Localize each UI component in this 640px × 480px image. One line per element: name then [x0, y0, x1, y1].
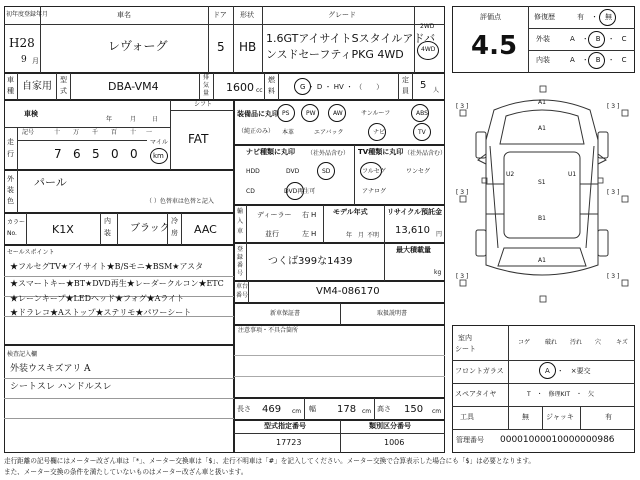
capacity-value: 5 [420, 80, 427, 91]
notes-label: 注意事項・不具合箇所 [238, 327, 299, 334]
equipment-item: ナビ [373, 129, 386, 136]
diagram-bracket-6: [ 3 ] [607, 273, 620, 280]
displacement-label: 排 [203, 74, 210, 81]
car-damage-diagram [452, 80, 635, 320]
recycle-value: 13,610 [395, 225, 430, 236]
inspection-month: 月 [130, 116, 137, 123]
windshield-options: A ・ ×要交 [545, 367, 591, 375]
displacement-label-3: 量 [203, 90, 210, 97]
equipment-circle [413, 123, 431, 141]
model-year-unknown: 不明 [367, 232, 380, 239]
exterior-color-note: （ ）色替車は色替と記入 [146, 198, 214, 205]
width-value: 178 [337, 404, 357, 415]
equipment-label: 装備品に丸印 [237, 110, 279, 118]
tv-label: TV種類に丸印 [358, 148, 404, 156]
notes-block [234, 325, 445, 398]
mileage-header: 十 [130, 129, 137, 136]
displacement-value: 1600 [226, 81, 254, 94]
diagram-label-s1: S1 [538, 179, 546, 186]
chassis-value: VM4-086170 [316, 286, 380, 297]
shift-label: シフト [194, 101, 213, 108]
exterior-color-value: パール [34, 176, 67, 189]
diagram-label-a1-rear: A1 [538, 257, 546, 264]
diagram-label-u2: U2 [506, 171, 515, 178]
inspection-label: 車検 [24, 110, 38, 118]
inspector-report-block [4, 345, 234, 453]
model-year-label: モデル年式 [333, 208, 368, 216]
reg-month: 9 [21, 55, 27, 65]
navi-item: DVD再生可 [284, 188, 316, 195]
exterior-color-label-2: 装 [7, 186, 14, 194]
body-type-value: HB [239, 40, 257, 54]
doors-label: ドア [213, 11, 227, 19]
exterior-eval-options: A ・ B ・ C [570, 35, 627, 43]
equipment-sub: （純正のみ） [238, 128, 275, 135]
repair-selected-circle [599, 9, 616, 26]
type-number-label: 型式指定番号 [264, 422, 306, 430]
equipment-item: 本革 [282, 129, 295, 136]
spare-tire-options: T ・ 修理KIT ・ 欠 [527, 391, 595, 398]
inspector-report-label: 検査記入欄 [7, 351, 38, 358]
equipment-circle [368, 123, 386, 141]
recycle-label: リサイクル預託金 [387, 208, 443, 216]
ac-value: AAC [194, 223, 217, 236]
interior-seat-item: コゲ [518, 339, 531, 346]
mileage-digit: 6 [73, 147, 81, 161]
condition-table [452, 325, 635, 453]
tools-value: 無 [522, 413, 529, 421]
exterior-color-label-3: 色 [7, 197, 14, 205]
navi-label: ナビ種類に丸印 [246, 148, 295, 156]
fuel-selected-circle [294, 78, 311, 95]
interior-seat-label-2: シート [455, 345, 476, 353]
import-label: 輸 [237, 208, 244, 215]
interior-eval-label: 内装 [536, 56, 550, 64]
doors-value: 5 [217, 40, 225, 54]
registration-label-4: 号 [237, 270, 244, 277]
repair-options: 有 ・ 無 [577, 13, 612, 21]
mileage-km-circle [150, 148, 168, 164]
interior-eval-options: A ・ B ・ C [570, 56, 627, 64]
mileage-digit: 0 [111, 147, 119, 161]
equipment-item: AW [333, 110, 343, 117]
registration-value: つくば399な1439 [268, 256, 353, 267]
equipment-circle [277, 104, 295, 122]
footer-note-2: また、メーター交換の条件を満たしていないものはメーター改ざん車と扱います。 [4, 468, 248, 476]
inspection-day: 日 [152, 116, 159, 123]
interior-color-label: 内 [104, 217, 111, 225]
fuel-options: G ・ D ・ HV ・ （ ） [300, 83, 384, 91]
class-label: 車 [7, 76, 14, 84]
mileage-header: 千 [92, 129, 99, 136]
interior-seat-item: 汚れ [570, 339, 583, 346]
interior-seat-label: 室内 [458, 334, 472, 342]
interior-color-label-2: 装 [104, 229, 111, 237]
color-code-value: K1X [52, 223, 74, 236]
fuel-label-2: 料 [268, 87, 275, 95]
tv-sub: （社外品含む） [404, 150, 447, 157]
equipment-item: TV [418, 129, 426, 136]
mileage-unit-mile: マイル [150, 139, 168, 146]
height-value: 150 [404, 404, 424, 415]
height-unit: cm [432, 408, 442, 415]
sales-line-3: ★レーンキープ★LEDヘッド★フォグ★Aライト [10, 294, 185, 303]
interior-eval-circle [588, 52, 605, 69]
ac-label: 冷 [171, 217, 178, 225]
import-parallel: 並行 [265, 230, 279, 238]
max-load-unit: kg [434, 269, 442, 276]
capacity-label-2: 員 [402, 87, 409, 95]
equipment-circle [301, 104, 319, 122]
mileage-label: 走 [7, 138, 14, 146]
tv-item: フルセグ [362, 168, 386, 175]
registration-label-2: 録 [237, 254, 244, 261]
management-label: 管理番号 [456, 436, 484, 444]
mileage-digit: 7 [54, 147, 62, 161]
category-number-label: 類別区分番号 [369, 422, 411, 430]
length-unit: cm [292, 408, 302, 415]
mileage-header: 記号 [22, 129, 35, 136]
jack-value: 有 [605, 413, 612, 421]
sales-points-label: セールスポイント [7, 249, 55, 256]
drive-4wd-label: 4WD [421, 46, 436, 53]
navi-sub: （社外品含む） [307, 150, 350, 157]
model-code-label-2: 式 [60, 87, 67, 95]
score-value: 4.5 [471, 31, 518, 61]
displacement-label-2: 気 [203, 82, 210, 89]
inspection-year: 年 [106, 116, 113, 123]
color-code-label: カラー [7, 219, 26, 226]
recycle-unit: 円 [436, 231, 443, 238]
model-code-label: 型 [60, 76, 67, 84]
diagram-bracket-2: [ 3 ] [607, 103, 620, 110]
navi-item: HDD [246, 168, 260, 175]
capacity-label: 定 [402, 76, 409, 84]
inspector-line-2: シートスレ ハンドルスレ [10, 382, 112, 392]
type-number-value: 17723 [276, 438, 302, 447]
mileage-header: 十 [54, 129, 61, 136]
category-number-value: 1006 [384, 438, 405, 447]
footer-note-1: 走行距離の記号欄にはメーター改ざん車は「*」、メーター交換車は「$」、走行不明車は「#」を記入してください。メーター交換で合算表示した場合にも「$」は必要となります。 [4, 457, 535, 465]
class-label-2: 種 [7, 87, 14, 95]
mileage-header: 百 [111, 129, 118, 136]
mileage-digit: 0 [130, 147, 138, 161]
color-code-label-2: No. [7, 230, 17, 237]
jack-label: ジャッキ [546, 413, 574, 421]
interior-seat-item: 破れ [545, 339, 558, 346]
reg-era: H28 [9, 36, 35, 50]
import-left: 左 [302, 230, 309, 238]
width-label: 幅 [309, 405, 316, 413]
windshield-label: フロントガラス [455, 367, 504, 375]
import-label-3: 車 [237, 228, 244, 235]
diagram-bracket-4: [ 3 ] [607, 189, 620, 196]
grade-line-2: ンスドセーフティPKG 4WD [266, 48, 404, 61]
navi-item: DVD [286, 168, 300, 175]
mileage-header: 一 [146, 129, 153, 136]
exterior-eval-label: 外装 [536, 35, 550, 43]
equipment-item: サンルーフ [361, 110, 391, 117]
mileage-header: 万 [73, 129, 80, 136]
navi-circle [286, 182, 304, 200]
use-value: 自家用 [22, 81, 52, 92]
reg-month-unit: 月 [32, 57, 39, 65]
interior-color-value: ブラック [130, 223, 170, 234]
mileage-digit: 5 [92, 147, 100, 161]
interior-seat-item: キズ [616, 339, 628, 346]
body-type-label: 形状 [240, 11, 254, 19]
equipment-item: ABS [416, 110, 428, 117]
model-name-label: 車名 [117, 11, 131, 19]
exterior-color-label: 外 [7, 175, 14, 183]
height-label: 高さ [377, 405, 391, 413]
import-label-2: 入 [237, 218, 244, 225]
diagram-label-u1: U1 [568, 171, 577, 178]
length-value: 469 [262, 404, 282, 415]
chassis-label-2: 番号 [236, 292, 249, 299]
registration-label-3: 番 [237, 262, 244, 269]
diagram-label-b1: B1 [538, 215, 546, 222]
diagram-bracket-5: [ 3 ] [456, 273, 469, 280]
ac-label-2: 房 [171, 229, 178, 237]
grade-line-1: 1.6GTアイサイトSスタイルアドバ [266, 32, 436, 45]
first-reg-label: 初年度登録年月 [6, 11, 49, 18]
spare-tire-label: スペアタイヤ [455, 390, 497, 398]
import-right-h: H [311, 211, 317, 219]
exterior-eval-circle [588, 31, 605, 48]
interior-seat-item: 穴 [595, 339, 602, 346]
navi-circle [317, 162, 335, 180]
drive-2wd-label: 2WD [420, 23, 435, 30]
diagram-bracket-3: [ 3 ] [456, 189, 469, 196]
model-name-value: レヴォーグ [108, 39, 168, 53]
max-load-label: 最大積載量 [396, 246, 431, 254]
sales-line-4: ★ドラレコ★Aストップ★ステリモ★パワーシート [10, 308, 192, 317]
navi-item: SD [322, 168, 331, 175]
new-car-warranty: 新車保証書 [270, 310, 301, 317]
import-right: 右 [302, 211, 309, 219]
sales-line-1: ★フルセグTV★アイサイト★B/Sモニ★BSM★アスタ [10, 262, 204, 271]
displacement-unit: cc [256, 87, 263, 94]
navi-item: CD [246, 188, 255, 195]
diagram-bracket-1: [ 3 ] [456, 103, 469, 110]
model-year-year: 年 [346, 232, 353, 239]
management-value: 00001000010000000986 [500, 435, 615, 445]
repair-label: 修復歴 [534, 13, 555, 21]
import-left-h: H [311, 230, 317, 238]
equipment-item: エアバック [314, 129, 344, 136]
equipment-item: PW [306, 110, 316, 117]
equipment-circle [328, 104, 346, 122]
shift-value: FAT [188, 132, 209, 146]
capacity-unit: 人 [433, 87, 440, 94]
registration-label: 登 [237, 246, 244, 253]
diagram-label-a1-hood: A1 [538, 125, 546, 132]
tv-item: ワンセグ [406, 168, 431, 175]
mileage-label-2: 行 [7, 150, 14, 158]
model-code-value: DBA-VM4 [108, 80, 159, 93]
equipment-item: PS [282, 110, 290, 117]
import-dealer: ディーラー [257, 211, 292, 219]
mileage-unit-km: km [153, 152, 164, 160]
tv-circle [360, 162, 382, 180]
chassis-label: 車台 [236, 283, 249, 290]
windshield-circle [539, 362, 556, 379]
length-label: 長さ [237, 405, 251, 413]
tools-label: 工具 [460, 413, 474, 421]
manual-label: 取扱説明書 [377, 310, 408, 317]
sales-line-2: ★スマートキー★BT★DVD再生★レーダークルコン★ETC [10, 279, 224, 288]
grade-label: グレード [328, 11, 356, 19]
model-year-month: 月 [358, 232, 365, 239]
width-unit: cm [362, 408, 372, 415]
tv-item: アナログ [362, 188, 387, 195]
inspector-line-1: 外装ウスキズアリ A [10, 364, 91, 374]
equipment-circle [411, 104, 429, 122]
score-label: 評価点 [480, 13, 501, 21]
fuel-label: 燃 [268, 76, 275, 84]
diagram-label-a1-front: A1 [538, 99, 546, 106]
